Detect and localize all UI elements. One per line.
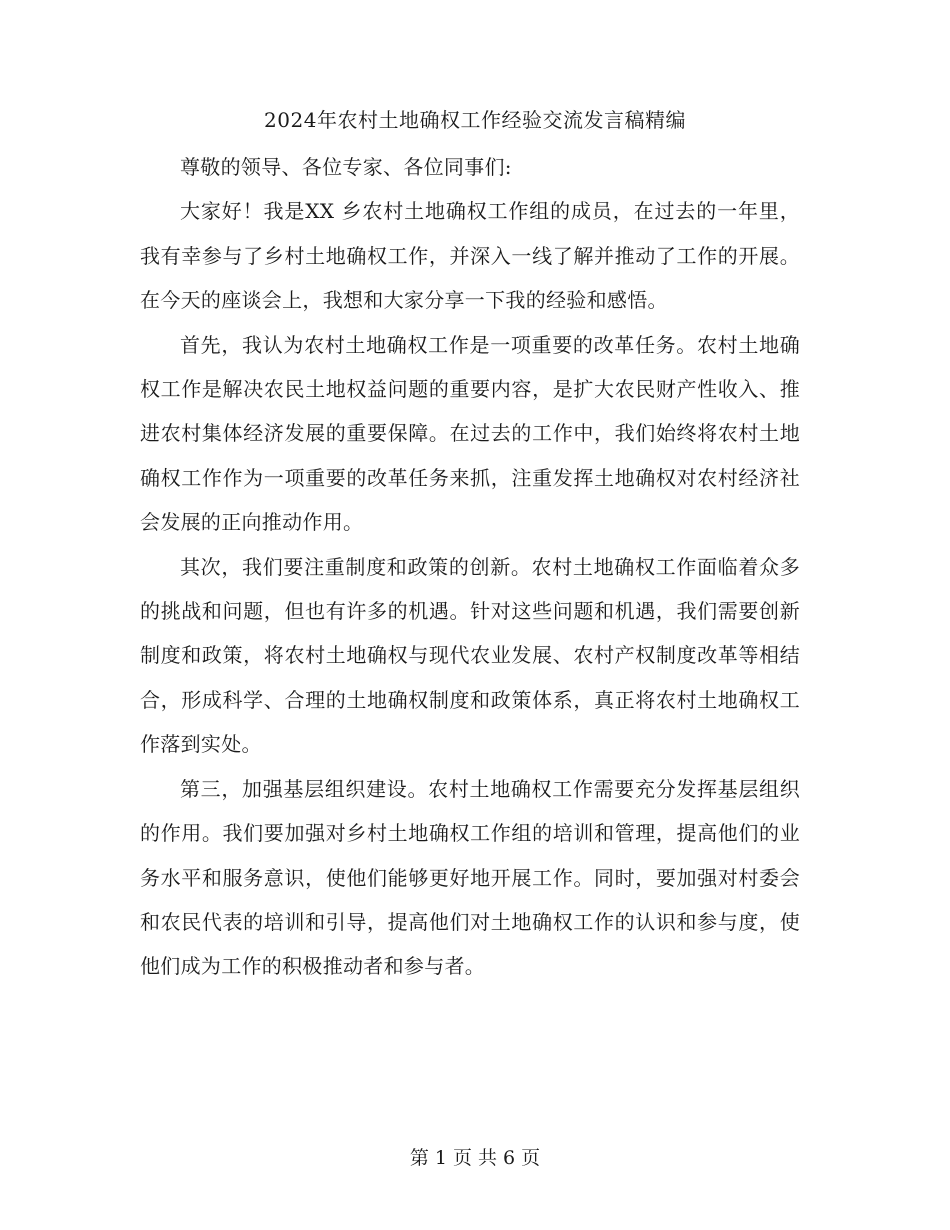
third-point-paragraph: 第三，加强基层组织建设。农村土地确权工作需要充分发挥基层组织的作用。我们要加强对乡村土地确权工作组的培训和管理，提高他们的业务水平和服务意识，使他们能够更好地开展工作。同时，要加强对村委会和农民代表的培训和引导，提高他们对土地确权工作的认识和参与度，使他们成为工作的积极推动者和参与者。	[140, 776, 800, 979]
second-point-paragraph: 其次，我们要注重制度和政策的创新。农村土地确权工作面临着众多的挑战和问题，但也有许多的机遇。针对这些问题和机遇，我们需要创新制度和政策，将农村土地确权与现代农业发展、农村产权制度改革等相结合，形成科学、合理的土地确权制度和政策体系，真正将农村土地确权工作落到实处。	[140, 554, 800, 757]
document-title: 2024年农村土地确权工作经验交流发言稿精编	[264, 108, 686, 132]
document-body	[140, 145, 800, 989]
first-point-paragraph: 首先，我认为农村土地确权工作是一项重要的改革任务。农村土地确权工作是解决农民土地权益问题的重要内容，是扩大农民财产性收入、推进农村集体经济发展的重要保障。在过去的工作中，我们始终将农村土地确权工作作为一项重要的改革任务来抓，注重发挥土地确权对农村经济社会发展的正向推动作用。	[140, 332, 800, 535]
intro-paragraph: 大家好！我是XX 乡农村土地确权工作组的成员，在过去的一年里，我有幸参与了乡村土地确权工作，并深入一线了解并推动了工作的开展。在今天的座谈会上，我想和大家分享一下我的经验和感悟。	[140, 199, 800, 313]
page-number-footer: 第 1 页 共 6 页	[409, 1147, 541, 1169]
salutation-paragraph: 尊敬的领导、各位专家、各位同事们:	[180, 155, 512, 179]
